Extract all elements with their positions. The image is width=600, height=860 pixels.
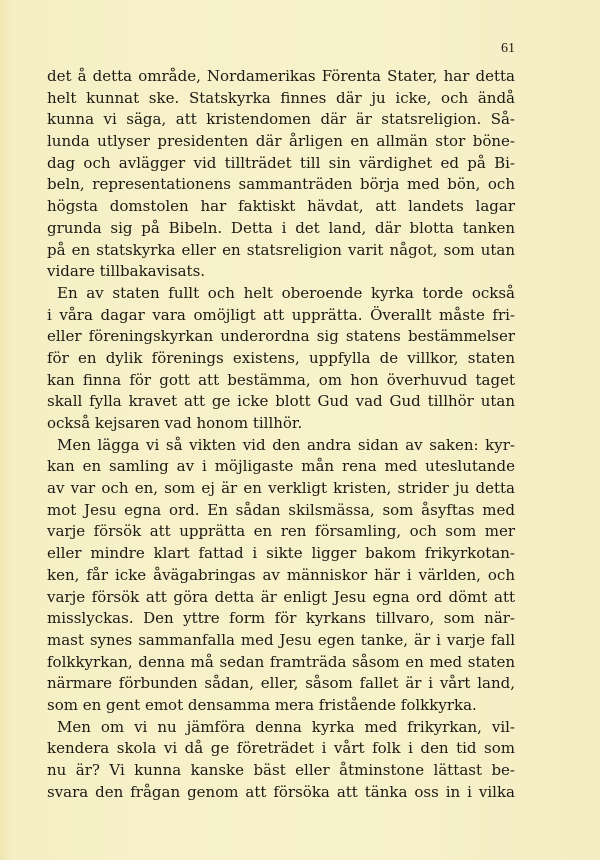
text-line: det å detta område, Nordamerikas Förenta Stater, har detta: [47, 67, 515, 85]
text-line: mot Jesu egna ord. En sådan skilsmässa, som åsyftas med: [47, 500, 515, 519]
text-line: kunna vi säga, att kristendomen där är statsreligion. Så-: [47, 110, 515, 129]
text-line: folkkyrkan, denna må sedan framträda såsom en med staten: [47, 652, 515, 671]
text-line: högsta domstolen har faktiskt hävdat, att landets lagar: [47, 197, 515, 216]
text-line: eller mindre klart fattad i sikte ligger bakom frikyrkotan-: [47, 544, 515, 563]
text-line: dag och avlägger vid tillträdet till sin värdighet ed på Bi-: [47, 153, 515, 172]
text-line: av var och en, som ej är en verkligt kristen, strider ju detta: [47, 479, 515, 498]
body-text: [47, 66, 515, 803]
text-line: varje försök att göra detta är enligt Jesu egna ord dömt att: [47, 587, 515, 606]
text-line: Men lägga vi så vikten vid den andra sidan av saken: kyr-: [57, 435, 515, 454]
text-line: som en gent emot densamma mera fristående folkkyrka.: [47, 695, 477, 714]
text-line: eller föreningskyrkan underordna sig statens bestämmelser: [47, 327, 515, 346]
text-line: lunda utlyser presidenten där årligen en allmän stor böne-: [47, 132, 515, 151]
text-line: för en dylik förenings existens, uppfylla de villkor, staten: [47, 348, 515, 367]
text-line: skall fylla kravet att ge icke blott Gud vad Gud tillhör utan: [47, 392, 515, 411]
text-line: nu är? Vi kunna kanske bäst eller åtminstone lättast be-: [47, 761, 515, 779]
text-line: kan en samling av i möjligaste mån rena med uteslutande: [47, 457, 515, 476]
text-line: på en statskyrka eller en statsreligion varit något, som utan: [47, 240, 515, 259]
page-number: 61: [501, 41, 515, 56]
text-line: En av staten fullt och helt oberoende kyrka torde också: [57, 283, 515, 302]
text-line: Men om vi nu jämföra denna kyrka med frikyrkan, vil-: [57, 717, 515, 736]
text-line: kan finna för gott att bestämma, om hon överhuvud taget: [47, 370, 515, 389]
text-line: helt kunnat ske. Statskyrka finnes där ju icke, och ändå: [47, 88, 515, 107]
text-line: mast synes sammanfalla med Jesu egen tanke, är i varje fall: [47, 630, 515, 649]
text-line: vidare tillbakavisats.: [47, 262, 206, 281]
text-line: närmare förbunden sådan, eller, såsom fallet är i vårt land,: [47, 674, 515, 693]
text-line: i våra dagar vara omöjligt att upprätta. Överallt måste fri-: [47, 305, 515, 324]
text-line: misslyckas. Den yttre form för kyrkans tillvaro, som när-: [47, 609, 515, 628]
text-line: ken, får icke åvägabringas av människor här i världen, och: [47, 565, 515, 584]
text-line: varje försök att upprätta en ren församling, och som mer: [47, 522, 515, 541]
text-line: kendera skola vi då ge företrädet i vårt folk i den tid som: [47, 739, 515, 758]
text-line: svara den frågan genom att försöka att tänka oss in i vilka: [47, 782, 515, 801]
text-line: också kejsaren vad honom tillhör.: [47, 414, 303, 432]
text-line: grunda sig på Bibeln. Detta i det land, där blotta tanken: [47, 218, 515, 237]
text-line: beln, representationens sammanträden börja med bön, och: [47, 175, 515, 194]
